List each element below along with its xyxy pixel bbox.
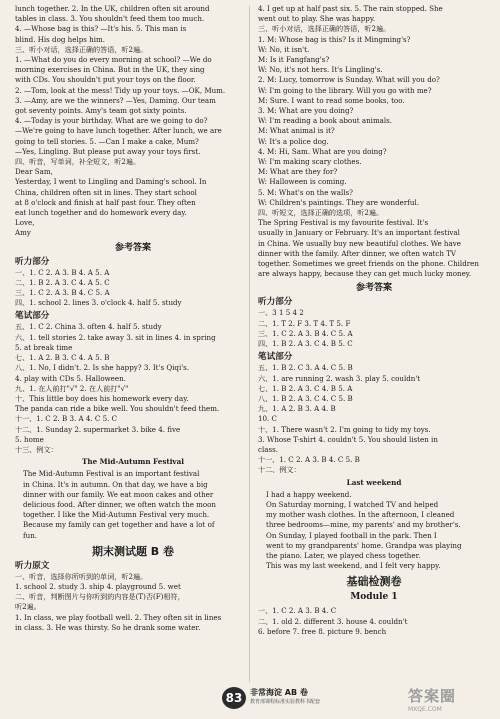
text-line: 四、1. B 2. A 3. C 4. B 5. C: [258, 339, 353, 349]
text-line: in China. It's in autumn. On that day, we have a big: [23, 479, 208, 489]
text-line: 三、听小对话，选择正确的答语，听2遍。: [258, 24, 391, 34]
text-line: 4. —Today is your birthday. What are we going to do?: [15, 116, 208, 126]
basic-test-title: 基础检测卷: [346, 575, 402, 589]
text-line: 5. at break time: [15, 342, 73, 352]
text-line: 五、1. B 2. C 3. A 4. C 5. B: [258, 363, 353, 373]
text-line: in class. 3. He was thirsty. So he drank some water.: [15, 622, 201, 632]
text-line: eat lunch together and do homework every day.: [15, 208, 187, 218]
text-line: —Yes, Lingling. But please put away your toys first.: [15, 146, 201, 156]
text-line: 二、1. old 2. different 3. house 4. couldn't: [258, 616, 408, 626]
text-line: 一、1. C 2. A 3. B 4. C: [258, 606, 337, 616]
left-listening-transcript: [15, 4, 251, 239]
watermark-logo: 答案圈: [408, 687, 457, 705]
left-essay: [15, 469, 251, 540]
right-essay: [258, 490, 490, 572]
text-line: went out to play. She was happy.: [258, 14, 376, 24]
text-line: 2. —Tom, look at the mess! Tidy up your toys. —OK, Mum.: [15, 85, 226, 95]
text-line: 七、1. B 2. A 3. C 4. B 5. A: [258, 383, 353, 393]
text-line: The panda can ride a bike well. You shouldn't feed them.: [15, 404, 220, 414]
exam-b-title: 期末测试题 B 卷: [91, 544, 175, 558]
text-line: 二、1. B 2. A 3. C 4. A 5. C: [15, 277, 110, 287]
text-line: 5. home: [15, 434, 44, 444]
text-line: with CDs. You shouldn't put your toys on the floor.: [15, 75, 196, 85]
text-line: at 8 o'clock and finish at half past four. They often: [15, 197, 196, 207]
text-line: M: Sure. I want to read some books, too.: [258, 95, 405, 105]
text-line: 4. M: Hi, Sam. What are you doing?: [258, 146, 387, 156]
text-line: 四、听音，写单词，补全短文，听2遍。: [15, 157, 141, 167]
text-line: M: Is it Fangfang's?: [258, 55, 330, 65]
text-line: 1. In class, we play football well. 2. They often sit in lines: [15, 612, 222, 622]
text-line: morning exercises in China. But in the UK, they sing: [15, 65, 205, 75]
text-line: 二、1. T 2. F 3. T 4. T 5. F: [258, 318, 351, 328]
text-line: 4. I get up at half past six. 5. The rain stopped. She: [258, 4, 443, 13]
text-line: The Spring Festival is my favourite festival. It's: [258, 218, 429, 228]
text-line: 八、1. No, I didn't. 2. Is she happy? 3. It's Qiqi's.: [15, 363, 190, 373]
text-line: —We're going to have lunch together. After lunch, we are: [15, 126, 222, 136]
text-line: 3. —Amy, are we the winners? —Yes, Daming. Our team: [15, 95, 216, 105]
text-line: W: No, it isn't.: [258, 44, 310, 54]
text-line: together. Sometimes we greet friends on the phone. Children: [258, 259, 479, 269]
text-line: usually in January or February. It's an important festival: [258, 228, 460, 238]
text-line: Love,: [15, 218, 35, 228]
text-line: blind. His dog helps him.: [15, 34, 105, 44]
text-line: dinner with our family. We eat moon cakes and other: [23, 489, 214, 499]
text-line: I had a happy weekend.: [266, 489, 352, 499]
text-line: 十三、例文：: [15, 444, 58, 454]
text-line: dinner with the family. After dinner, we often watch TV: [258, 248, 457, 258]
right-answers-title: 参考答案: [355, 283, 392, 294]
text-line: 五、1. C 2. China 3. often 4. half 5. study: [15, 322, 162, 332]
text-line: 六、1. tell stories 2. take away 3. sit in lines 4. in spring: [15, 332, 216, 342]
column-divider: [249, 6, 250, 682]
text-line: 三、1. C 2. A 3. B 4. C 5. A: [15, 288, 110, 298]
text-line: went to my grandparents' home. Grandpa was playing: [266, 540, 462, 550]
left-written-heading: 笔试部分: [15, 311, 50, 322]
text-line: 八、1. B 2. A 3. C 4. C 5. B: [258, 393, 353, 403]
text-line: the piano. Later, we played chess together.: [266, 550, 421, 560]
text-line: 十二、1. Sunday 2. supermarket 3. bike 4. five: [15, 424, 181, 434]
text-line: are always happy, because they can get much lucky money.: [258, 269, 472, 279]
text-line: 6. before 7. free 8. picture 9. bench: [258, 626, 387, 636]
text-line: got seventy points. Amy's team got sixty points.: [15, 106, 187, 116]
text-line: 十二、例文：: [258, 465, 301, 475]
text-line: 一、听音，选择你所听到的单词，听2遍。: [15, 571, 148, 581]
right-essay-title: Last weekend: [346, 477, 402, 487]
text-line: my mother wash clothes. In the afternoon, I cleaned: [266, 510, 455, 520]
text-line: lunch together. 2. In the UK, children often sit around: [15, 4, 210, 13]
text-line: tables in class. 3. You shouldn't feed them too much.: [15, 14, 205, 24]
text-line: W: I'm reading a book about animals.: [258, 116, 393, 126]
text-line: W: It's a police dog.: [258, 136, 329, 146]
text-line: together. I like the Mid-Autumn Festival very much.: [23, 510, 210, 520]
text-line: delicious food. After dinner, we often watch the moon: [23, 499, 217, 509]
text-line: 5. M: What's on the walls?: [258, 187, 353, 197]
text-line: 4. play with CDs 5. Halloween.: [15, 373, 126, 383]
module-title: Module 1: [350, 592, 398, 603]
text-line: W: I'm going to the library. Will you go with me?: [258, 85, 432, 95]
text-line: 十、This little boy does his homework every day.: [15, 393, 189, 403]
right-written-heading: 笔试部分: [258, 352, 293, 363]
text-line: 六、1. are running 2. wash 3. play 5. couldn't: [258, 373, 421, 383]
text-line: 三、听小对话，选择正确的答语，听2遍。: [15, 44, 148, 54]
text-line: 十一、1. C 2. B 3. A 4. C 5. C: [15, 414, 118, 424]
right-listening-heading: 听力部分: [258, 297, 293, 308]
text-line: W: Children's paintings. They are wonderful.: [258, 197, 419, 207]
text-line: class.: [258, 444, 279, 454]
text-line: three bedrooms—mine, my parents' and my brother's.: [266, 520, 461, 530]
text-line: On Sunday, I played football in the park. Then I: [266, 530, 437, 540]
text-line: M: What are they for?: [258, 167, 338, 177]
watermark: [408, 685, 496, 715]
text-line: 3. Whose T-shirt 4. couldn't 5. You should listen in: [258, 434, 438, 444]
text-line: China, children often sit in lines. They start school: [15, 187, 197, 197]
text-line: 3. M: What are you doing?: [258, 106, 354, 116]
series-name: 非常海淀 AB 卷: [250, 688, 308, 697]
text-line: 一、1. C 2. A 3. B 4. A 5. A: [15, 267, 110, 277]
text-line: 四、1. school 2. lines 3. o'clock 4. half 5. study: [15, 298, 182, 308]
text-line: 10. C: [258, 414, 277, 424]
text-line: The Mid-Autumn Festival is an important festival: [23, 469, 200, 479]
left-original-text: [15, 572, 251, 633]
right-listening-transcript: [258, 4, 490, 279]
text-line: Dear Sam,: [15, 167, 53, 177]
text-line: 三、1. C 2. A 3. B 4. C 5. A: [258, 328, 353, 338]
text-line: 十、1. There wasn't 2. I'm going to tidy my toys.: [258, 424, 431, 434]
right-listening-answers: [258, 308, 490, 349]
series-subtitle: 教育部课程标准实验教科书配套: [250, 699, 321, 705]
text-line: fun.: [23, 530, 38, 540]
text-line: Yesterday, I went to Lingling and Daming's school. In: [15, 177, 207, 187]
page-number-badge: 83: [222, 687, 246, 709]
module-answers: [258, 606, 490, 637]
text-line: 一、3 1 5 4 2: [258, 308, 304, 318]
text-line: 二、听音，判断图片与你听到的内容是(T)否(F)相符，: [15, 592, 185, 602]
text-line: 2. M: Lucy, tomorrow is Sunday. What will you do?: [258, 75, 440, 85]
text-line: 九、1. 在人前打"√" 2. 在人前打"√": [15, 383, 129, 393]
text-line: Amy: [15, 228, 31, 238]
text-line: W: I'm making scary clothes.: [258, 157, 362, 167]
text-line: 4. —Whose bag is this? —It's his. 5. This man is: [15, 24, 187, 34]
text-line: 七、1. A 2. B 3. C 4. A 5. B: [15, 353, 110, 363]
watermark-url: MXQE.COM: [408, 706, 442, 713]
left-answers-title: 参考答案: [114, 242, 151, 253]
text-line: W: No, it's not hers. It's Lingling's.: [258, 65, 383, 75]
text-line: 1. —What do you do every morning at school? —We do: [15, 55, 212, 65]
text-line: going to tell stories. 5. —Can I make a cake, Mum?: [15, 136, 199, 146]
left-original-heading: 听力原文: [15, 560, 50, 571]
text-line: M: What animal is it?: [258, 126, 335, 136]
left-essay-title: The Mid-Autumn Festival: [82, 457, 184, 467]
right-column: [258, 4, 490, 637]
right-written-answers: [258, 363, 490, 475]
text-line: W: Halloween is coming.: [258, 177, 347, 187]
left-column: [15, 4, 251, 633]
left-listening-heading: 听力部分: [15, 256, 50, 267]
text-line: in China. We usually buy new beautiful clothes. We have: [258, 238, 461, 248]
text-line: 1. school 2. study 3. ship 4. playground 5. wet: [15, 581, 181, 591]
text-line: 四、听短文，选择正确的选项，听2遍。: [258, 208, 384, 218]
text-line: 十一、1. C 2. A 3. B 4. C 5. B: [258, 455, 360, 465]
left-listening-answers: [15, 268, 251, 309]
left-written-answers: [15, 322, 251, 455]
text-line: This was my last weekend, and I felt very happy.: [266, 561, 441, 571]
text-line: 九、1. A 2. B 3. A 4. B: [258, 404, 336, 414]
text-line: On Saturday morning, I watched TV and helped: [266, 499, 439, 509]
text-line: 1. M: Whose bag is this? Is it Mingming's?: [258, 34, 411, 44]
text-line: Because my family can get together and have a lot of: [23, 520, 215, 530]
text-line: 听2遍。: [15, 602, 41, 612]
page-footer: [0, 685, 500, 719]
